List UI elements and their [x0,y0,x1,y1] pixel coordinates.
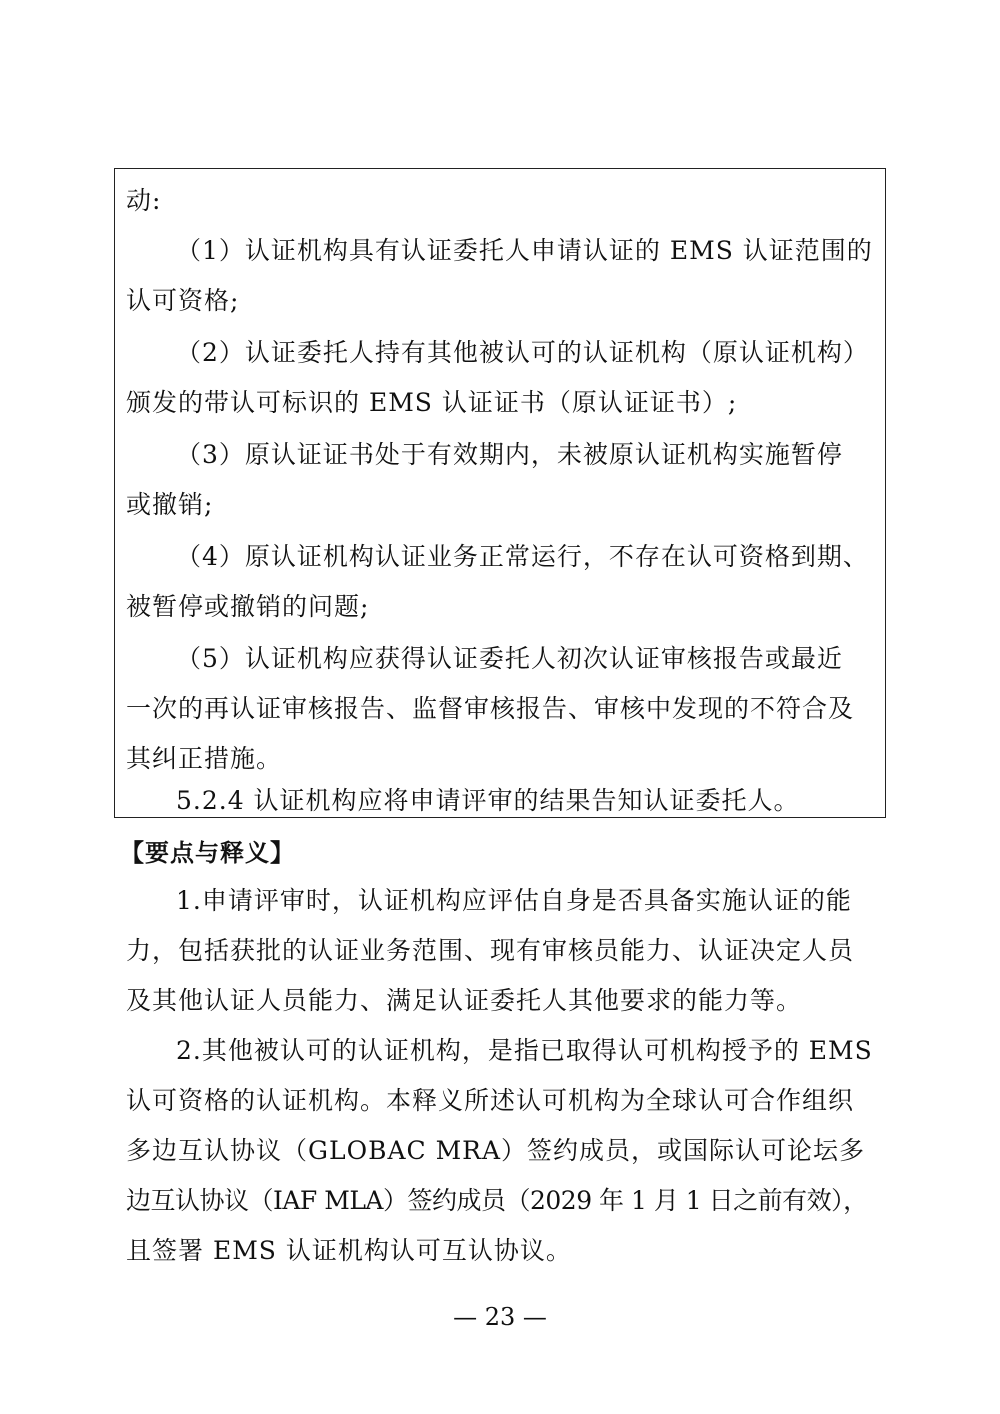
body-line-4: 2.其他被认可的认证机构，是指已取得认可机构授予的 EMS [176,1036,873,1065]
body-line-1: 1.申请评审时，认证机构应评估自身是否具备实施认证的能 [176,886,852,915]
section-heading: 【要点与释义】 [120,839,295,867]
body-line-5: 认可资格的认证机构。本释义所述认可机构为全球认可合作组织 [126,1086,855,1115]
box-line-3: 认可资格; [126,286,240,315]
box-line-7: 或撤销; [126,490,214,519]
body-line-8: 且签署 EMS 认证机构认可互认协议。 [126,1236,572,1265]
box-line-6: （3）原认证证书处于有效期内，未被原认证机构实施暂停 [176,440,843,469]
body-line-2: 力，包括获批的认证业务范围、现有审核员能力、认证决定人员 [126,936,855,965]
box-line-8: （4）原认证机构认证业务正常运行，不存在认可资格到期、 [176,542,869,571]
box-line-13: 5.2.4 认证机构应将申请评审的结果告知认证委托人。 [176,786,800,815]
box-line-4: （2）认证委托人持有其他被认可的认证机构（原认证机构） [176,338,869,367]
body-line-6: 多边互认协议（GLOBAC MRA）签约成员，或国际认可论坛多 [126,1136,866,1165]
body-line-3: 及其他认证人员能力、满足认证委托人其他要求的能力等。 [126,986,803,1015]
box-line-1: 动: [126,186,162,215]
box-line-11: 一次的再认证审核报告、监督审核报告、审核中发现的不符合及 [126,694,855,723]
box-line-5: 颁发的带认可标识的 EMS 认证证书（原认证证书）; [126,388,738,417]
page-number: — 23 — [453,1303,547,1331]
box-line-9: 被暂停或撤销的问题; [126,592,370,621]
box-line-10: （5）认证机构应获得认证委托人初次认证审核报告或最近 [176,644,843,673]
box-line-12: 其纠正措施。 [126,744,283,773]
body-line-7: 边互认协议（IAF MLA）签约成员（2029 年 1 月 1 日之前有效）， [126,1186,868,1215]
box-line-2: （1）认证机构具有认证委托人申请认证的 EMS 认证范围的 [176,236,873,265]
